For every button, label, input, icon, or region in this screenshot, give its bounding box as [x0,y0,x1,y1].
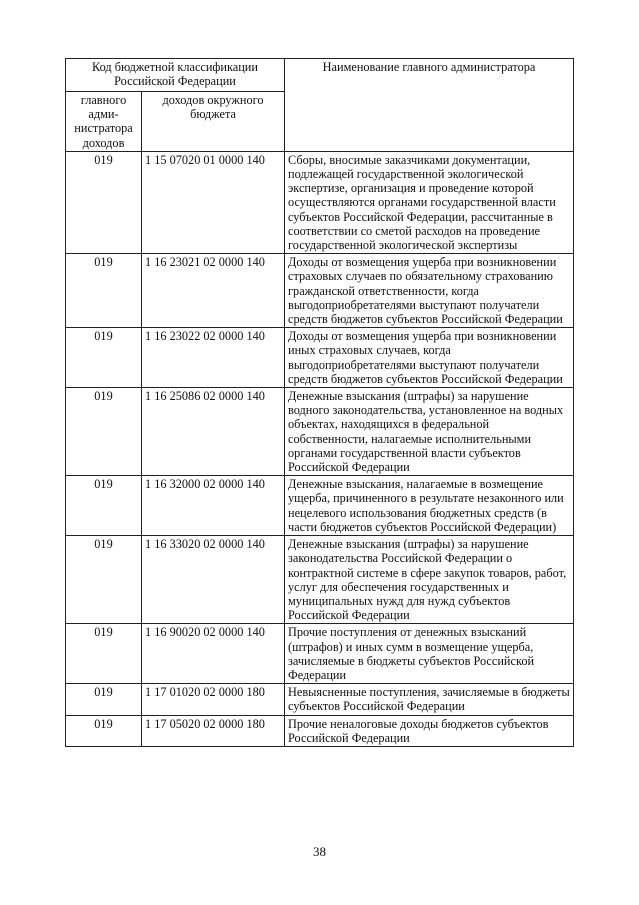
cell-administrator-name: Доходы от возмещения ущерба при возникновении страховых случаев по обязательному страхованию гражданской ответственности, когда выгодоприобретателями выступают получатели средств бюджетов субъектов Российской Федерации [285,254,574,328]
page-number: 38 [313,844,326,859]
cell-admin-code: 019 [66,684,142,715]
header-main-administrator-code: главного адми-нистратора доходов [66,92,142,152]
cell-admin-code: 019 [66,624,142,684]
cell-admin-code: 019 [66,254,142,328]
budget-classification-table [65,58,574,747]
table-row [66,328,574,388]
cell-income-code: 1 16 25086 02 0000 140 [142,388,285,476]
cell-administrator-name: Невыясненные поступления, зачисляемые в бюджеты субъектов Российской Федерации [285,684,574,715]
table-row [66,388,574,476]
cell-admin-code: 019 [66,536,142,624]
cell-administrator-name: Доходы от возмещения ущерба при возникновении иных страховых случаев, когда выгодоприобретателями выступают получатели средств бюджетов субъектов Российской Федерации [285,328,574,388]
cell-administrator-name: Прочие неналоговые доходы бюджетов субъектов Российской Федерации [285,715,574,746]
cell-admin-code: 019 [66,476,142,536]
cell-income-code: 1 16 23021 02 0000 140 [142,254,285,328]
cell-admin-code: 019 [66,328,142,388]
cell-income-code: 1 16 23022 02 0000 140 [142,328,285,388]
cell-income-code: 1 16 32000 02 0000 140 [142,476,285,536]
table-row [66,254,574,328]
cell-admin-code: 019 [66,151,142,253]
cell-administrator-name: Прочие поступления от денежных взысканий (штрафов) и иных сумм в возмещение ущерба, зачисляемые в бюджеты субъектов Российской Федерации [285,624,574,684]
cell-administrator-name: Денежные взыскания (штрафы) за нарушение законодательства Российской Федерации о контрактной системе в сфере закупок товаров, работ, услуг для обеспечения государственных и муниципальных нужд для нужд субъектов Российской Федерации [285,536,574,624]
cell-administrator-name: Денежные взыскания (штрафы) за нарушение водного законодательства, установленное на водных объектах, находящихся в федеральной собственности, налагаемые исполнительными органами государственной власти субъектов Российской Федерации [285,388,574,476]
table-row [66,151,574,253]
table-row [66,624,574,684]
table-body [66,151,574,746]
cell-income-code: 1 17 01020 02 0000 180 [142,684,285,715]
cell-income-code: 1 15 07020 01 0000 140 [142,151,285,253]
cell-income-code: 1 17 05020 02 0000 180 [142,715,285,746]
table-row [66,684,574,715]
cell-income-code: 1 16 33020 02 0000 140 [142,536,285,624]
cell-administrator-name: Денежные взыскания, налагаемые в возмещение ущерба, причиненного в результате незаконного или нецелевого использования бюджетных средств (в части бюджетов субъектов Российской Федерации) [285,476,574,536]
header-district-budget-income-code: доходов окружного бюджета [142,92,285,152]
table-row [66,536,574,624]
header-budget-classification-code: Код бюджетной классификации Российской Федерации [66,59,285,92]
cell-admin-code: 019 [66,388,142,476]
header-administrator-name: Наименование главного администратора [285,59,574,152]
cell-administrator-name: Сборы, вносимые заказчиками документации, подлежащей государственной экологической экспертизе, организация и проведение которой осуществляются органами государственной власти субъектов Российской Федерации, рассчитанные в соответствии со сметой расходов на проведение государственной экологической экспертизы [285,151,574,253]
header-row-top [66,59,574,92]
table-row [66,476,574,536]
cell-income-code: 1 16 90020 02 0000 140 [142,624,285,684]
cell-admin-code: 019 [66,715,142,746]
table-row [66,715,574,746]
